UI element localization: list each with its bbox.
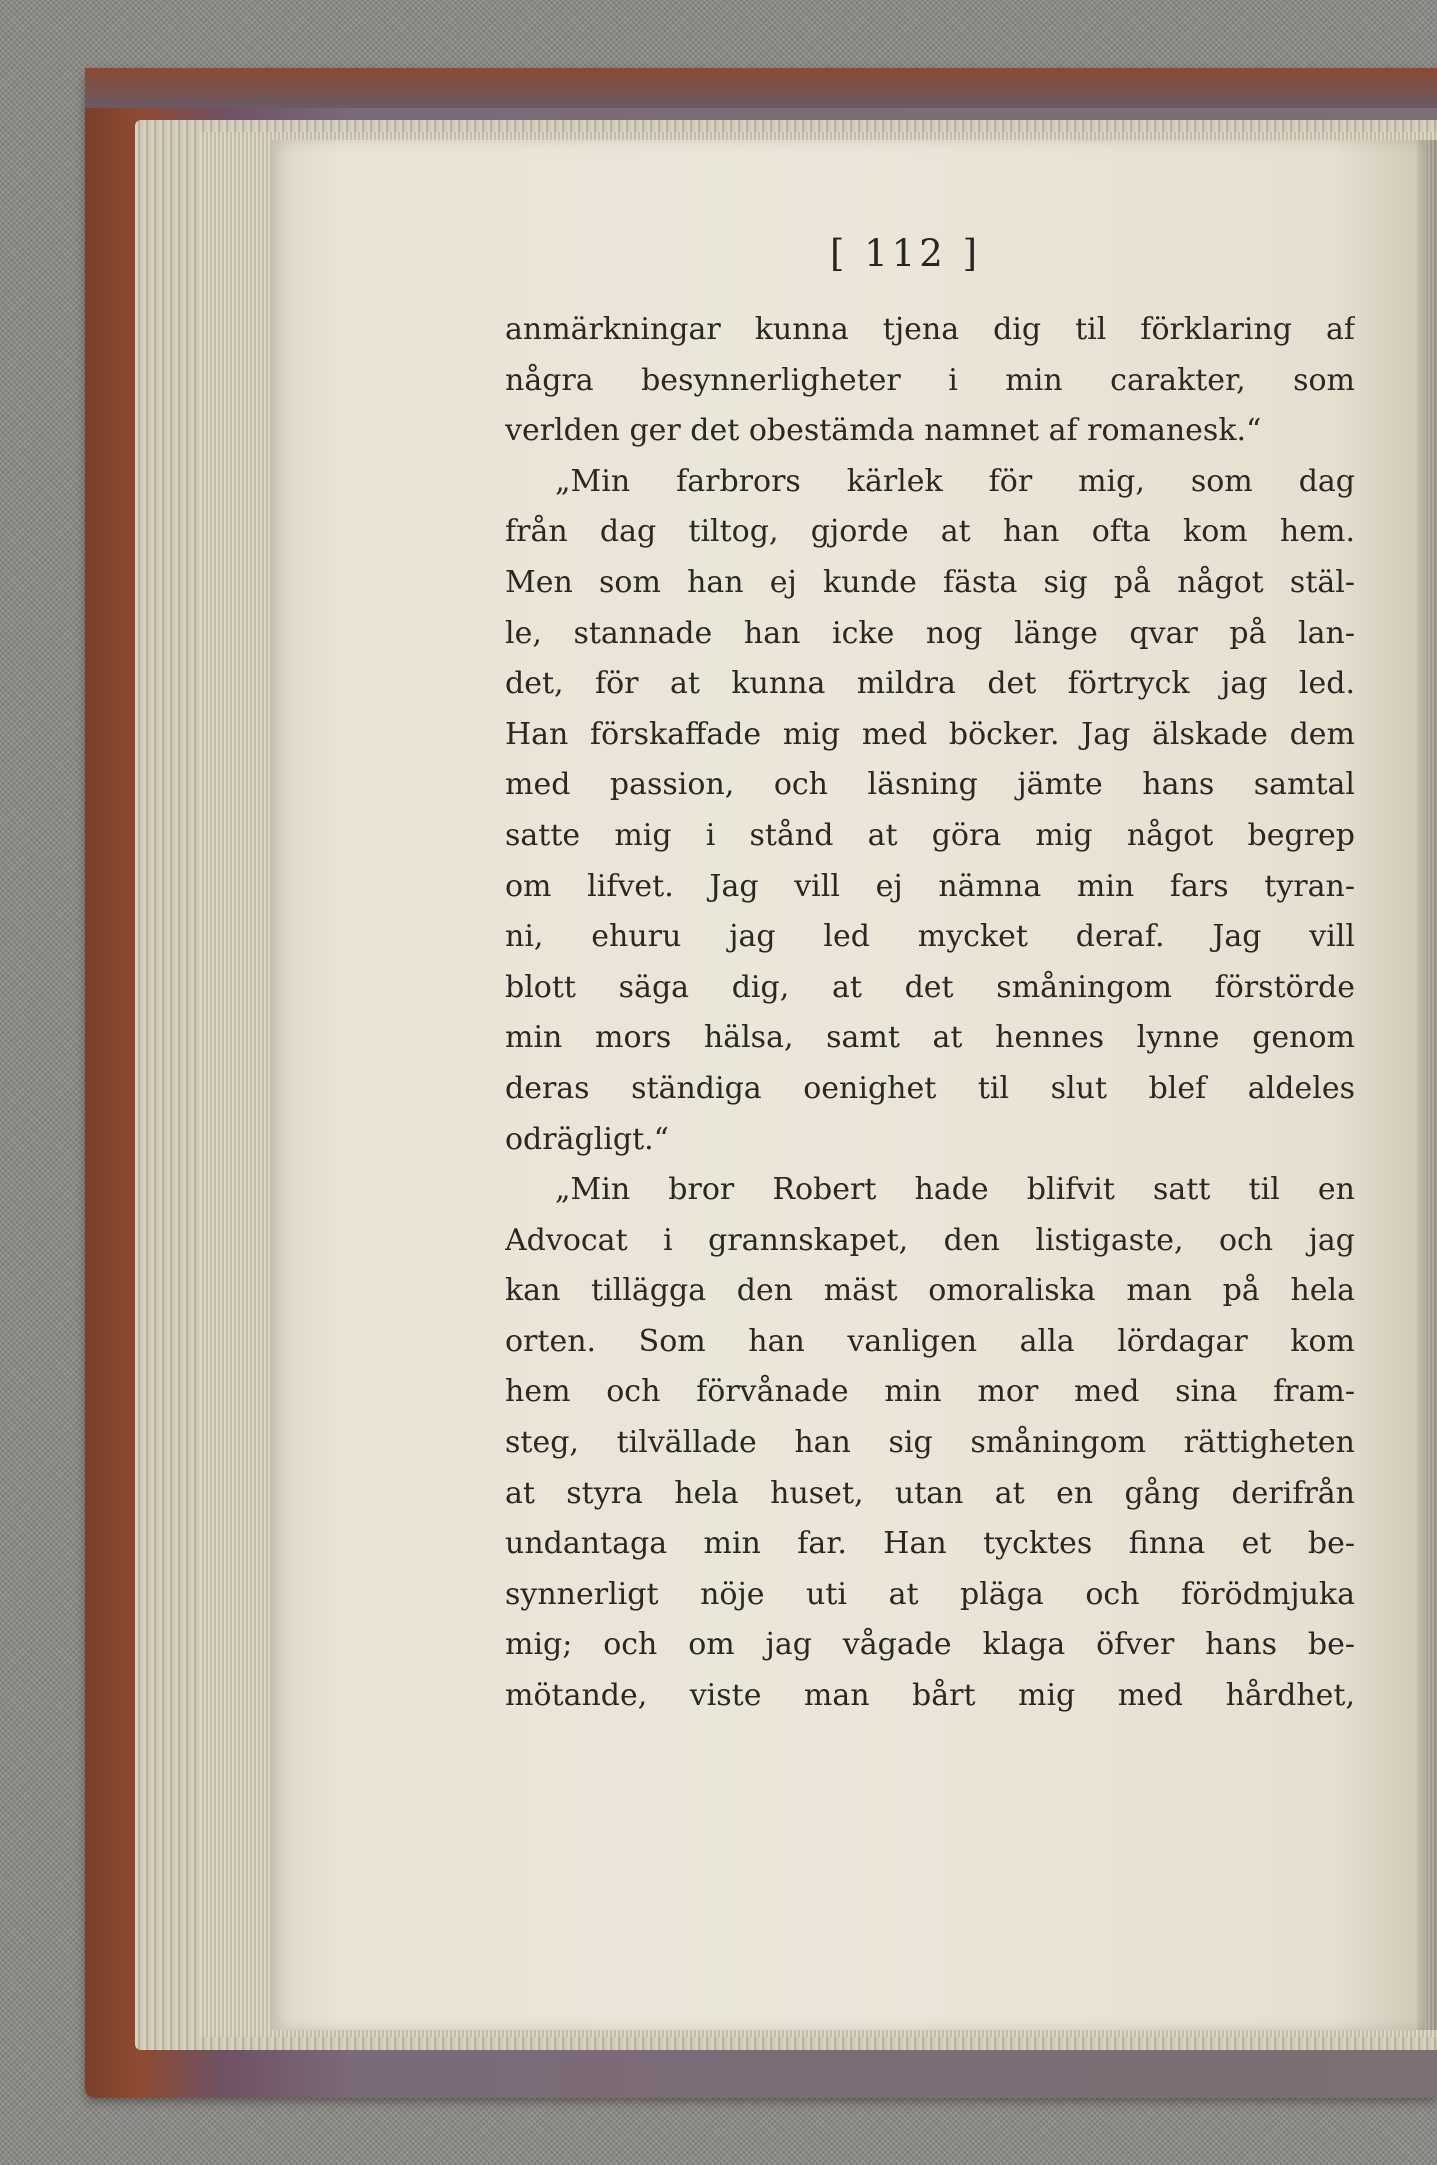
text-line: blott säga dig, at det småningom förstörde [505, 969, 1355, 1005]
text-line: le, stannade han icke nog länge qvar på lan- [505, 615, 1355, 651]
text-line: några besynnerligheter i min carakter, som [505, 362, 1355, 398]
text-line: kan tillägga den mäst omoraliska man på hela [505, 1273, 1355, 1309]
text-line: min mors hälsa, samt at hennes lynne genom [505, 1020, 1355, 1056]
page-gutter-shadow [1417, 140, 1437, 2030]
text-line: steg, tilvällade han sig småningom rättigheten [505, 1425, 1355, 1461]
text-line: „Min bror Robert hade blifvit satt til en [555, 1172, 1355, 1208]
page-number: [ 112 ] [830, 232, 982, 275]
text-line: Men som han ej kunde fästa sig på något stäl- [505, 564, 1355, 600]
text-line: orten. Som han vanligen alla lördagar kom [505, 1323, 1355, 1359]
text-line: Han förskaffade mig med böcker. Jag älskade dem [505, 716, 1355, 752]
text-line: anmärkningar kunna tjena dig til förklaring af [505, 312, 1355, 347]
text-line: från dag tiltog, gjorde at han ofta kom hem. [505, 514, 1355, 550]
text-line: undantaga min far. Han tycktes finna et be- [505, 1526, 1355, 1562]
text-line: deras ständiga oenighet til slut blef aldeles [505, 1070, 1355, 1106]
text-line: synnerligt nöje uti at pläga och förödmjuka [505, 1576, 1355, 1612]
text-line: med passion, och läsning jämte hans samtal [505, 767, 1355, 803]
text-line: mig; och om jag vågade klaga öfver hans be- [505, 1627, 1355, 1663]
text-line: det, för at kunna mildra det förtryck jag led. [505, 666, 1355, 702]
text-line: Advocat i grannskapet, den listigaste, och jag [505, 1222, 1355, 1258]
text-line: satte mig i stånd at göra mig något begrep [505, 817, 1355, 853]
page-text [505, 305, 1355, 1722]
text-line: at styra hela huset, utan at en gång derifrån [505, 1475, 1355, 1511]
text-line: „Min farbrors kärlek för mig, som dag [555, 463, 1355, 499]
text-line: ni, ehuru jag led mycket deraf. Jag vill [505, 919, 1355, 955]
text-line: mötande, viste man bårt mig med hårdhet, [505, 1678, 1355, 1714]
text-line: odrägligt.“ [505, 1121, 670, 1157]
text-line: om lifvet. Jag vill ej nämna min fars tyran- [505, 868, 1355, 904]
text-line: verlden ger det obestämda namnet af romanesk.“ [505, 413, 1262, 449]
text-line: hem och förvånade min mor med sina fram- [505, 1374, 1355, 1410]
